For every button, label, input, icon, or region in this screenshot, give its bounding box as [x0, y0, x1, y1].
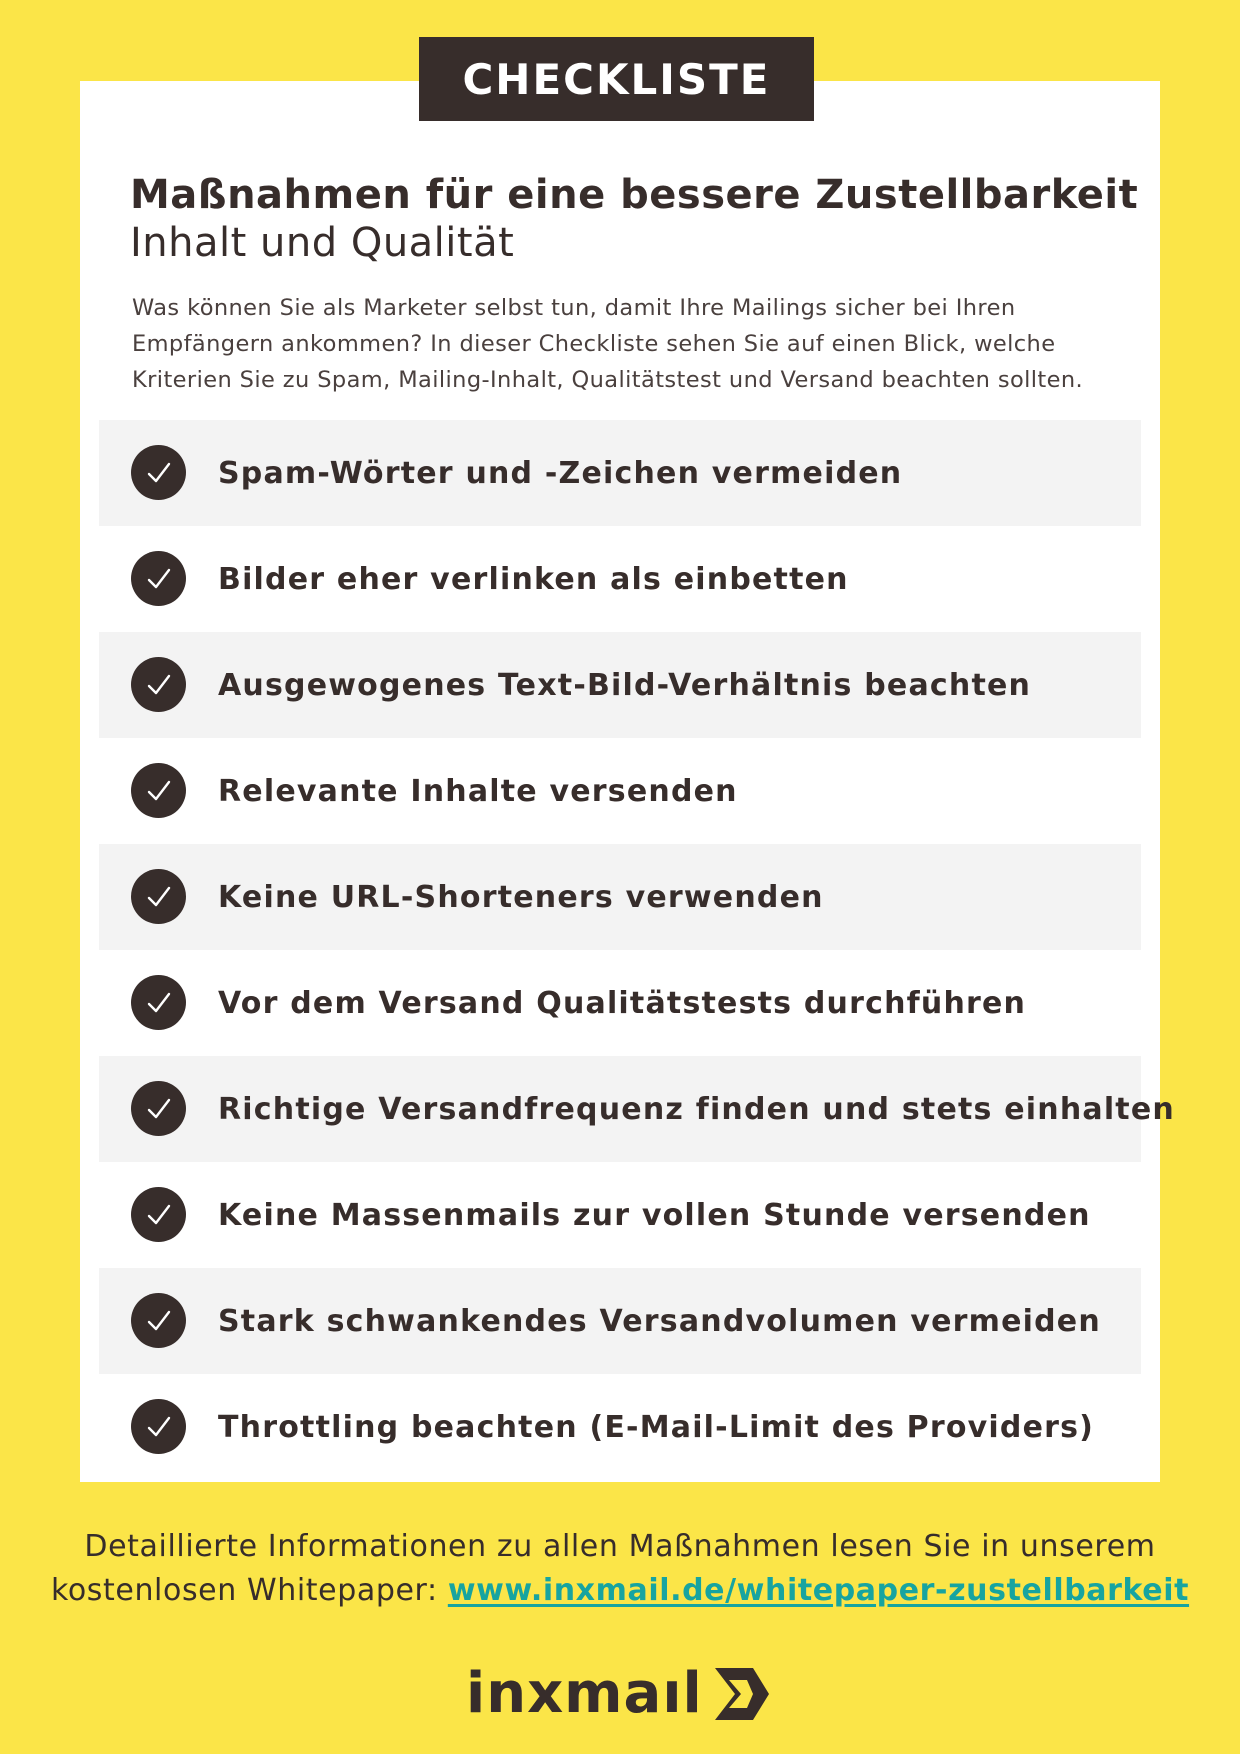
- checklist-item: [99, 844, 1141, 950]
- checklist-item-label: Richtige Versandfrequenz finden und stets einhalten: [218, 1091, 1175, 1127]
- checklist-badge: CHECKLISTE: [419, 37, 814, 121]
- checkmark-icon: [131, 975, 186, 1030]
- checklist-item-label: Throttling beachten (E-Mail-Limit des Providers): [218, 1409, 1095, 1445]
- footer-line: Detaillierte Informationen zu allen Maßnahmen lesen Sie in unserem: [84, 1529, 1156, 1564]
- checklist-item-label: Vor dem Versand Qualitätstests durchführen: [218, 985, 1027, 1021]
- checklist-item: [99, 632, 1141, 738]
- checkmark-icon: [131, 1399, 186, 1454]
- page-subtitle: Inhalt und Qualität: [130, 220, 515, 266]
- footer-note: [0, 1525, 1240, 1613]
- checkmark-icon: [131, 869, 186, 924]
- inxmail-x-icon: [713, 1666, 771, 1722]
- intro-line: Kriterien Sie zu Spam, Mailing-Inhalt, Qualitätstest und Versand beachten sollten.: [132, 367, 1084, 393]
- checklist-item: [99, 738, 1141, 844]
- intro-line: Empfängern ankommen? In dieser Checkliste sehen Sie auf einen Blick, welche: [132, 331, 1056, 357]
- inxmail-logo: [466, 1661, 771, 1726]
- checklist-item-label: Keine Massenmails zur vollen Stunde versenden: [218, 1197, 1091, 1233]
- checkmark-icon: [131, 1293, 186, 1348]
- checklist-item: [99, 526, 1141, 632]
- checklist-item-label: Spam-Wörter und -Zeichen vermeiden: [218, 455, 903, 491]
- checklist: [99, 420, 1175, 1480]
- checklist-item-label: Bilder eher verlinken als einbetten: [218, 561, 849, 597]
- intro-line: Was können Sie als Marketer selbst tun, damit Ihre Mailings sicher bei Ihren: [132, 295, 1016, 321]
- checklist-item-label: Stark schwankendes Versandvolumen vermeiden: [218, 1303, 1101, 1339]
- checkmark-icon: [131, 445, 186, 500]
- checkmark-icon: [131, 657, 186, 712]
- checkmark-icon: [131, 1081, 186, 1136]
- checklist-item: [99, 950, 1141, 1056]
- whitepaper-link[interactable]: www.inxmail.de/whitepaper-zustellbarkeit: [447, 1573, 1190, 1608]
- checklist-item-label: Relevante Inhalte versenden: [218, 773, 738, 809]
- page-title: Maßnahmen für eine bessere Zustellbarkeit: [130, 172, 1139, 218]
- footer-line: [0, 1569, 1240, 1613]
- checklist-item: [99, 1374, 1141, 1480]
- checklist-item: [99, 420, 1141, 526]
- footer-line-prefix: kostenlosen Whitepaper:: [50, 1573, 438, 1608]
- checklist-item: [99, 1162, 1141, 1268]
- checklist-item-label: Ausgewogenes Text-Bild-Verhältnis beachten: [218, 667, 1032, 703]
- checkmark-icon: [131, 763, 186, 818]
- checklist-item: [99, 1268, 1141, 1374]
- intro-text: [132, 290, 1142, 398]
- logo-wordmark: inxmaıl: [466, 1661, 703, 1726]
- checklist-item: [99, 1056, 1175, 1162]
- checklist-item-label: Keine URL-Shorteners verwenden: [218, 879, 824, 915]
- checkmark-icon: [131, 551, 186, 606]
- checkmark-icon: [131, 1187, 186, 1242]
